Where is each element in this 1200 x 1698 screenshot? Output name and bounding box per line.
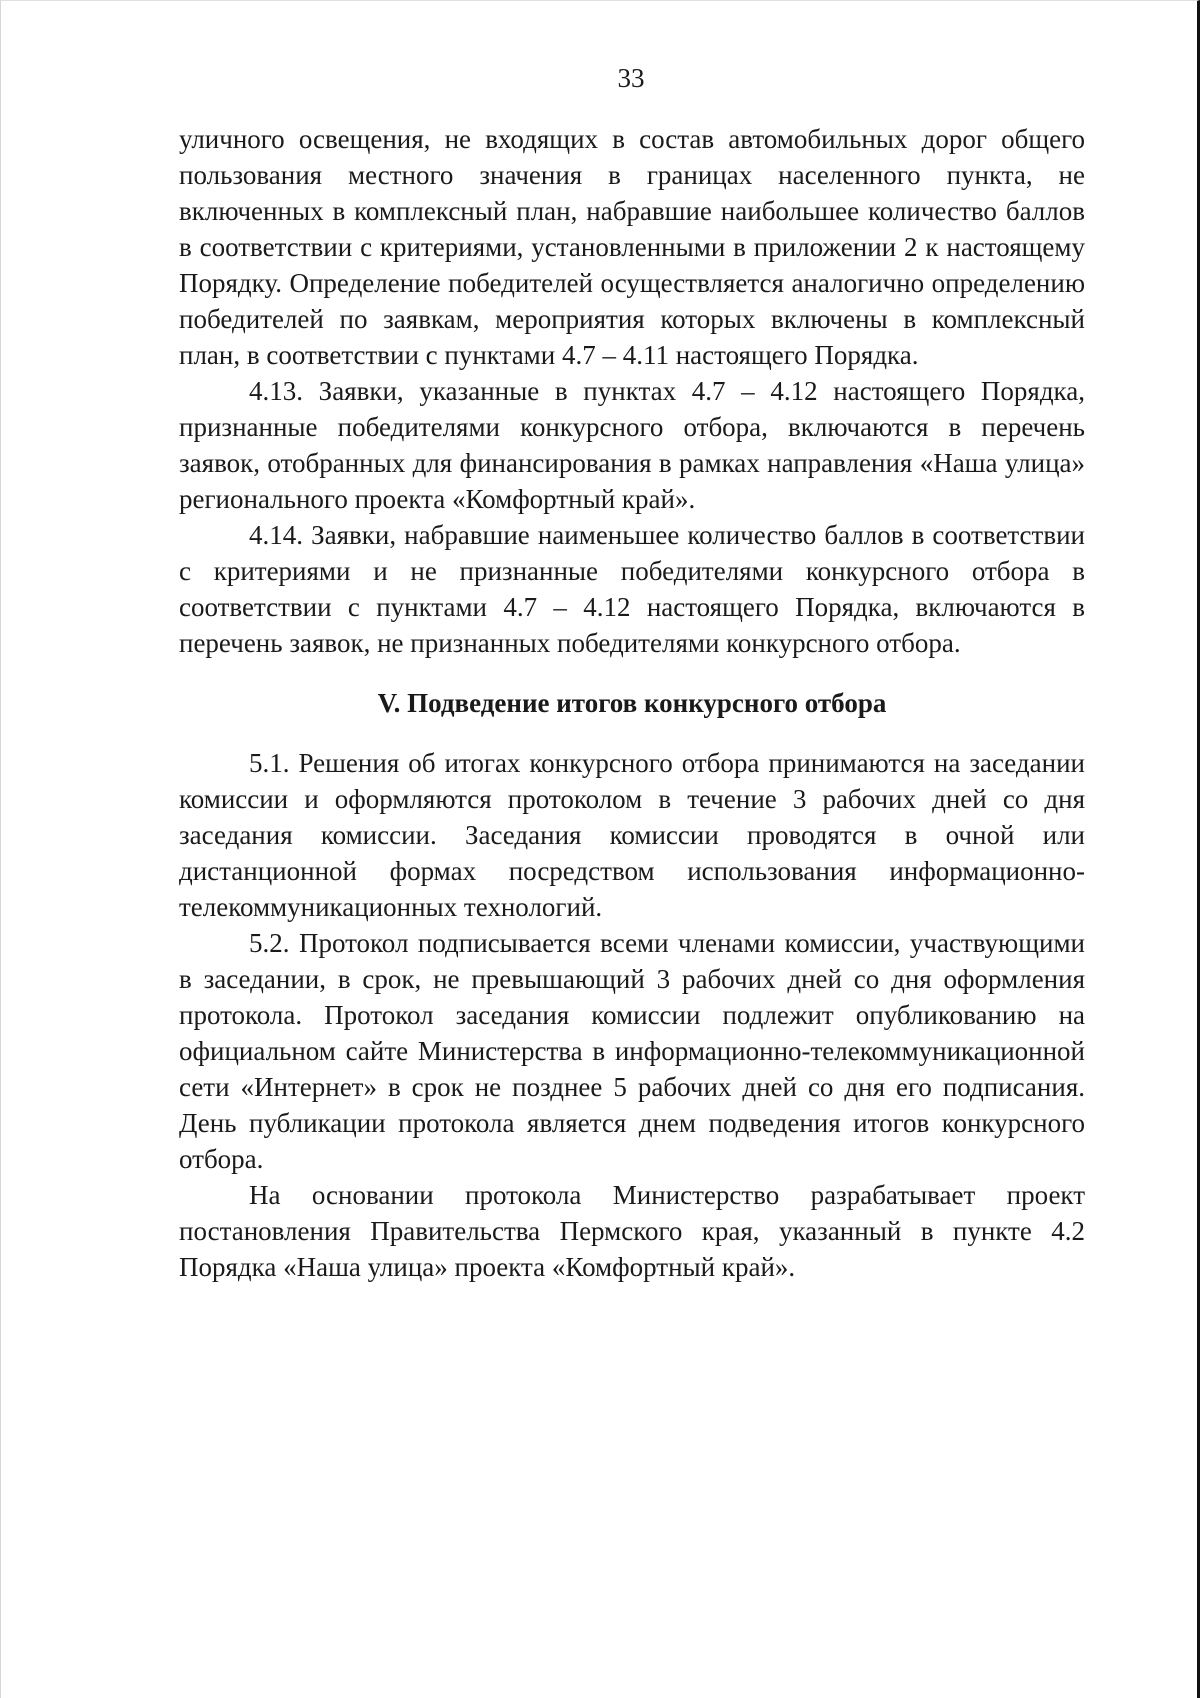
paragraph-5-2: 5.2. Протокол подписывается всеми членами комиссии, участвующими в заседании, в срок, не превышающий 3 рабочих дней со дня оформления протокола. Протокол заседания комиссии подлежит опубликованию на официальном сайте Министерства в информационно-телекоммуникационной сети «Интернет» в срок не позднее 5 рабочих дней со дня его подписания. День публикации протокола является днем подведения итогов конкурсного отбора. bbox=[179, 928, 1085, 1174]
paragraph-4-14: 4.14. Заявки, набравшие наименьшее количество баллов в соответствии с критериями и не признанные победителями конкурсного отбора в соответствии с пунктами 4.7 – 4.12 настоящего Порядка, включаются в перечень заявок, не признанных победителями конкурсного отбора. bbox=[179, 520, 1085, 658]
paragraph-5-1: 5.1. Решения об итогах конкурсного отбора принимаются на заседании комиссии и оформляются протоколом в течение 3 рабочих дней со дня заседания комиссии. Заседания комиссии проводятся в очной или дистанционной формах посредством использования информационно-телекоммуникационных технологий. bbox=[179, 748, 1085, 922]
page-number: 33 bbox=[617, 63, 645, 93]
paragraph-4-13: 4.13. Заявки, указанные в пунктах 4.7 – 4.12 настоящего Порядка, признанные победителями конкурсного отбора, включаются в перечень заявок, отобранных для финансирования в рамках направления «Наша улица» регионального проекта «Комфортный край». bbox=[179, 376, 1085, 514]
paragraph-protocol-basis: На основании протокола Министерство разрабатывает проект постановления Правительства Пермского края, указанный в пункте 4.2 Порядка «Наша улица» проекта «Комфортный край». bbox=[179, 1180, 1085, 1282]
section-heading: V. Подведение итогов конкурсного отбора bbox=[377, 688, 887, 718]
document-body bbox=[179, 121, 1085, 1285]
paragraph-street-lighting-continuation: уличного освещения, не входящих в состав автомобильных дорог общего пользования местного значения в границах населенного пункта, не включенных в комплексный план, набравшие наибольшее количество баллов в соответствии с критериями, установленными в приложении 2 к настоящему Порядку. Определение победителей осуществляется аналогично определению победителей по заявкам, мероприятия которых включены в комплексный план, в соответствии с пунктами 4.7 – 4.11 настоящего Порядка. bbox=[179, 124, 1085, 370]
